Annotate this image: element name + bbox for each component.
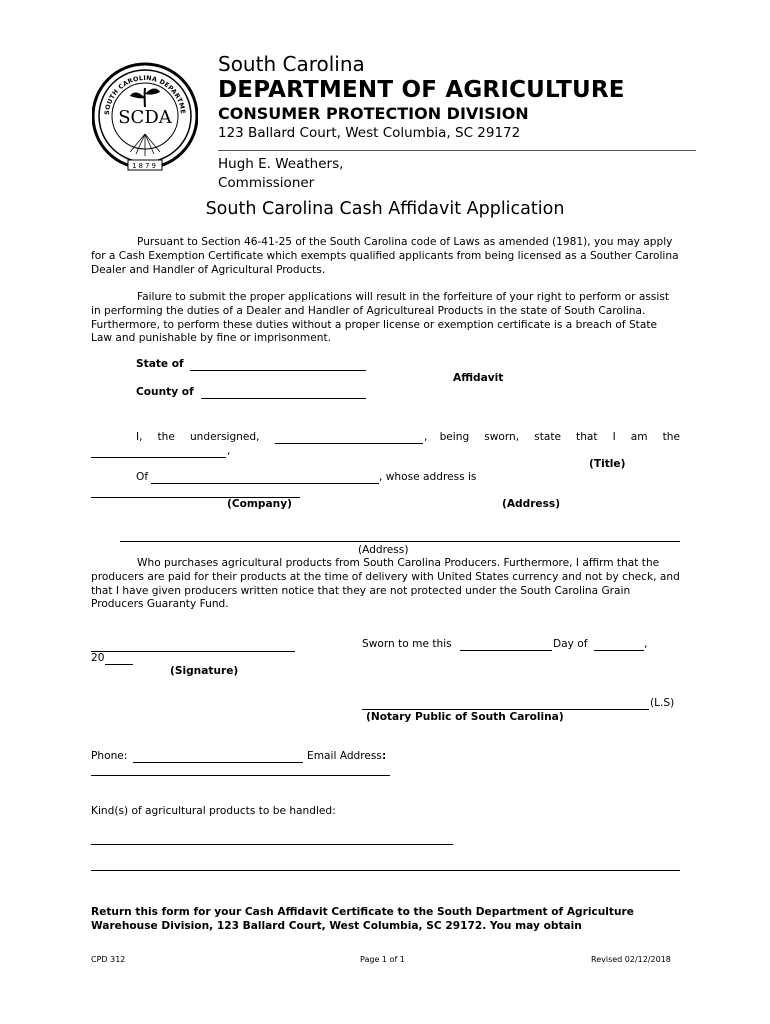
word-the-1: the bbox=[157, 431, 175, 443]
word-i-2: I bbox=[612, 431, 616, 443]
word-sworn: sworn, bbox=[484, 431, 520, 443]
whose-address-label: , whose address is bbox=[379, 471, 477, 483]
affirm-text: Who purchases agricultural products from South Carolina Producers. Furthermore, I affirm that the producers are paid for their products at the time of delivery with United States currency and not by check, and that I have given producers written notice that they are not protected under the South Carolina Grain Producers Guaranty Fund. bbox=[91, 557, 680, 611]
title-label: (Title) bbox=[589, 458, 626, 470]
header-commissioner bbox=[218, 155, 518, 191]
address-field-2[interactable] bbox=[120, 541, 680, 542]
day-of-label: Day of bbox=[553, 638, 588, 650]
signature-label: (Signature) bbox=[170, 665, 239, 677]
name-field[interactable] bbox=[275, 443, 423, 444]
address-label-2: (Address) bbox=[358, 544, 409, 556]
signature-field[interactable] bbox=[91, 651, 295, 652]
footer-form-number: CPD 312 bbox=[91, 955, 126, 964]
ls-label: (L.S) bbox=[650, 697, 675, 709]
form-title: South Carolina Cash Affidavit Application bbox=[205, 199, 565, 219]
footer-revised: Revised 02/12/2018 bbox=[591, 955, 671, 964]
notary-field[interactable] bbox=[362, 709, 649, 710]
commissioner-title: Commissioner bbox=[218, 175, 315, 191]
state-field[interactable] bbox=[190, 370, 366, 371]
of-label: Of bbox=[136, 471, 149, 483]
title-comma: , bbox=[227, 445, 231, 457]
notary-label: (Notary Public of South Carolina) bbox=[366, 711, 564, 723]
word-i: I, bbox=[136, 431, 143, 443]
return-note: Return this form for your Cash Affidavit Certificate to the South Department of Agriculture Warehouse Division, 123 Ballard Court, West Columbia, SC 29172. You may obtain bbox=[91, 906, 634, 932]
phone-field[interactable] bbox=[133, 762, 303, 763]
email-label bbox=[307, 750, 386, 763]
word-undersigned: undersigned, bbox=[189, 431, 260, 443]
sworn-month-field[interactable] bbox=[594, 650, 644, 651]
affidavit-label: Affidavit bbox=[453, 372, 504, 384]
phone-label: Phone: bbox=[91, 750, 128, 762]
state-label: State of bbox=[136, 358, 184, 370]
day-of-comma: , bbox=[644, 638, 648, 650]
county-field[interactable] bbox=[201, 398, 366, 399]
products-field-2[interactable] bbox=[91, 870, 680, 871]
header-department: DEPARTMENT OF AGRICULTURE bbox=[218, 77, 625, 103]
title-field[interactable] bbox=[91, 457, 226, 458]
name-comma: , bbox=[424, 431, 428, 443]
word-state: state bbox=[534, 431, 562, 443]
seal-abbr: SCDA bbox=[118, 107, 172, 128]
header-address: 123 Ballard Court, West Columbia, SC 29172 bbox=[218, 125, 521, 141]
sworn-to-me-label: Sworn to me this bbox=[362, 638, 452, 650]
warning-paragraph bbox=[91, 291, 681, 346]
year-field[interactable] bbox=[105, 664, 133, 665]
word-am: am bbox=[630, 431, 648, 443]
intro-text: Pursuant to Section 46-41-25 of the South Carolina code of Laws as amended (1981), you may apply for a Cash Exemption Certificate which exempts qualified applicants from being licensed as a Souther Carolina Dealer and Handler of Agricultural Products. bbox=[91, 236, 679, 276]
header-state: South Carolina bbox=[218, 52, 365, 76]
county-label: County of bbox=[136, 386, 194, 398]
products-field-1[interactable] bbox=[91, 844, 453, 845]
email-colon: : bbox=[381, 750, 387, 762]
sworn-day-field[interactable] bbox=[460, 650, 552, 651]
seal-year: 1879 bbox=[132, 162, 158, 170]
affirm-paragraph bbox=[91, 557, 681, 612]
company-label: (Company) bbox=[227, 498, 292, 510]
products-label: Kind(s) of agricultural products to be handled: bbox=[91, 805, 336, 817]
header-division: CONSUMER PROTECTION DIVISION bbox=[218, 104, 529, 123]
header-divider bbox=[218, 150, 696, 151]
warning-text: Failure to submit the proper applications will result in the forfeiture of your right to perform or assist in performing the duties of a Dealer and Handler of Agricultureal Products in the state of South Carolina. Furthermore, to perform these duties without a proper license or exemption certificate is a breach of State Law and punishable by fine or imprisonment. bbox=[91, 291, 669, 345]
email-field[interactable] bbox=[91, 775, 390, 776]
word-the-2: the bbox=[662, 431, 680, 443]
address-label: (Address) bbox=[502, 498, 561, 510]
seal-ring-text: SOUTH CAROLINA DEPARTME bbox=[103, 74, 186, 116]
company-field[interactable] bbox=[151, 483, 379, 484]
intro-paragraph bbox=[91, 236, 681, 277]
word-being: being bbox=[439, 431, 470, 443]
commissioner-name: Hugh E. Weathers, bbox=[218, 156, 344, 172]
year-prefix: 20 bbox=[91, 652, 105, 664]
word-that: that bbox=[576, 431, 598, 443]
scda-seal-logo bbox=[92, 52, 198, 180]
email-label-text: Email Address bbox=[307, 750, 382, 762]
footer-page: Page 1 of 1 bbox=[360, 955, 405, 964]
